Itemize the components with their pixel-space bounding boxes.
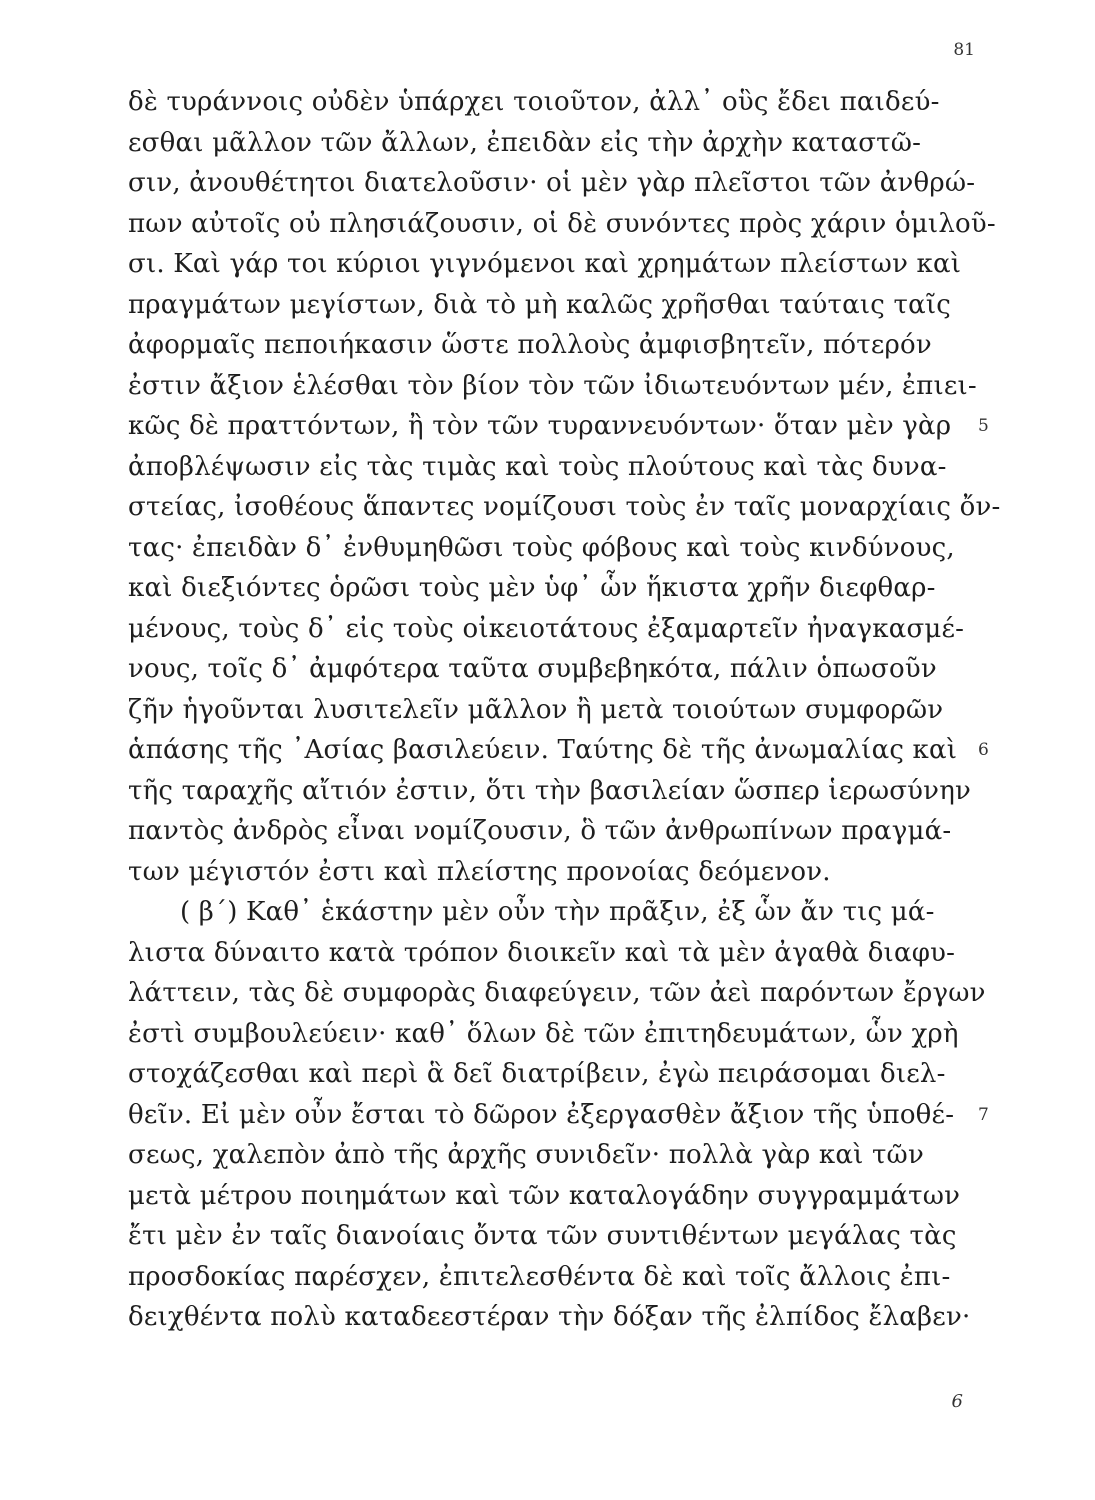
line-text: πραγμάτων μεγίστων, διὰ τὸ μὴ καλῶς χρῆσθαι ταύταις ταῖς: [128, 289, 952, 320]
text-line: [128, 568, 976, 609]
line-text: ἁπάσης τῆς ᾽Ασίας βασιλεύειν. Ταύτης δὲ τῆς ἀνωμαλίας καὶ: [128, 735, 958, 765]
text-line: [128, 690, 976, 731]
line-text: καὶ διεξιόντες ὁρῶσι τοὺς μὲν ὑφ᾽ ὧν ἥκιστα χρῆν διεφθαρ-: [128, 573, 936, 603]
text-line: [128, 163, 976, 204]
line-text: ἐστιν ἄξιον ἑλέσθαι τὸν βίον τὸν τῶν ἰδιωτευόντων μέν, ἐπιει-: [128, 370, 977, 401]
text-line: [128, 1216, 976, 1257]
text-line: [128, 1095, 990, 1136]
line-text: προσδοκίας παρέσχεν, ἐπιτελεσθέντα δὲ καὶ τοῖς ἄλλοις ἐπι-: [128, 1261, 951, 1292]
line-text: μετὰ μέτρου ποιημάτων καὶ τῶν καταλογάδην συγγραμμάτων: [128, 1180, 961, 1211]
line-text: ζῆν ἡγοῦνται λυσιτελεῖν μᾶλλον ἢ μετὰ τοιούτων συμφορῶν: [128, 694, 944, 725]
line-text: ἔτι μὲν ἐν ταῖς διανοίαις ὄντα τῶν συντιθέντων μεγάλας τὰς: [128, 1221, 957, 1251]
line-text: ἐστὶ συμβουλεύειν· καθ᾽ ὅλων δὲ τῶν ἐπιτηδευμάτων, ὧν χρὴ: [128, 1018, 959, 1049]
printer-signature: 6: [951, 1391, 963, 1412]
line-text: ἀφορμαῖς πεποιήκασιν ὥστε πολλοὺς ἀμφισβητεῖν, πότερόν: [128, 330, 932, 360]
section-number: 6: [978, 740, 990, 760]
line-text: ( β΄) Καθ᾽ ἑκάστην μὲν οὖν τὴν πρᾶξιν, ἐξ ὧν ἄν τις μά-: [180, 897, 935, 927]
text-line: [128, 487, 1001, 528]
text-line: [128, 973, 986, 1014]
text-line: [128, 609, 976, 650]
line-text: λιστα δύναιτο κατὰ τρόπον διοικεῖν καὶ τὰ μὲν ἀγαθὰ διαφυ-: [128, 937, 956, 968]
line-text: ἀποβλέψωσιν εἰς τὰς τιμὰς καὶ τοὺς πλούτους καὶ τὰς δυνα-: [128, 451, 947, 482]
section-number: 7: [978, 1104, 990, 1125]
text-line: [128, 730, 990, 771]
line-text: σι. Καὶ γάρ τοι κύριοι γιγνόμενοι καὶ χρημάτων πλείστων καὶ: [128, 249, 962, 279]
text-line: [128, 933, 976, 974]
text-line: [128, 811, 976, 852]
line-text: στοχάζεσθαι καὶ περὶ ἃ δεῖ διατρίβειν, ἐγὼ πειράσομαι διελ-: [128, 1059, 946, 1089]
line-text: παντὸς ἀνδρὸς εἶναι νομίζουσιν, ὃ τῶν ἀνθρωπίνων πραγμά-: [128, 816, 952, 846]
text-line: [128, 325, 976, 366]
text-line: [128, 1054, 976, 1095]
line-text: εσθαι μᾶλλον τῶν ἄλλων, ἐπειδὰν εἰς τὴν ἀρχὴν καταστῶ-: [128, 127, 922, 158]
line-text: νους, τοῖς δ᾽ ἀμφότερα ταῦτα συμβεβηκότα, πάλιν ὁπωσοῦν: [128, 654, 937, 684]
text-line: [128, 771, 976, 812]
line-text: σεως, χαλεπὸν ἀπὸ τῆς ἀρχῆς συνιδεῖν· πολλὰ γὰρ καὶ τῶν: [128, 1140, 924, 1170]
line-text: σιν, ἀνουθέτητοι διατελοῦσιν· οἱ μὲν γὰρ πλεῖστοι τῶν ἀνθρώ-: [128, 168, 976, 198]
line-text: θεῖν. Εἰ μὲν οὖν ἔσται τὸ δῶρον ἐξεργασθὲν ἄξιον τῆς ὑποθέ-: [128, 1099, 955, 1130]
text-line: [128, 204, 996, 245]
text-line: [128, 1014, 976, 1055]
text-line: [128, 1176, 976, 1217]
text-line: [128, 366, 976, 407]
text-line: [128, 406, 990, 447]
line-text: δὲ τυράννοις οὐδὲν ὑπάρχει τοιοῦτον, ἀλλ᾽ οὓς ἔδει παιδεύ-: [128, 87, 940, 117]
text-line: [128, 1257, 976, 1298]
text-line: [128, 244, 976, 285]
text-line: [128, 123, 976, 164]
line-text: τῆς ταραχῆς αἴτιόν ἐστιν, ὅτι τὴν βασιλείαν ὥσπερ ἱερωσύνην: [128, 775, 971, 806]
line-text: δειχθέντα πολὺ καταδεεστέραν τὴν δόξαν τῆς ἐλπίδος ἔλαβεν·: [128, 1302, 971, 1332]
text-line: [128, 892, 976, 933]
line-text: πων αὐτοῖς οὐ πλησιάζουσιν, οἱ δὲ συνόντες πρὸς χάριν ὁμιλοῦ-: [128, 208, 996, 239]
page-number: 81: [953, 40, 975, 60]
body-text: [128, 82, 1001, 1338]
section-number: 5: [978, 416, 990, 436]
line-text: των μέγιστόν ἐστι καὶ πλείστης προνοίας δεόμενον.: [128, 856, 831, 887]
text-line: [128, 852, 976, 893]
text-line: [128, 528, 976, 569]
line-text: κῶς δὲ πραττόντων, ἢ τὸν τῶν τυραννευόντων· ὅταν μὲν γὰρ: [128, 411, 952, 441]
text-line: [128, 1135, 976, 1176]
line-text: μένους, τοὺς δ᾽ εἰς τοὺς οἰκειοτάτους ἐξαμαρτεῖν ἠναγκασμέ-: [128, 613, 965, 644]
text-line: [128, 285, 976, 326]
text-line: [128, 82, 976, 123]
text-line: [128, 649, 976, 690]
text-line: [128, 447, 976, 488]
text-line: [128, 1297, 976, 1338]
line-text: λάττειν, τὰς δὲ συμφορὰς διαφεύγειν, τῶν ἀεὶ παρόντων ἔργων: [128, 978, 986, 1008]
line-text: στείας, ἰσοθέους ἅπαντες νομίζουσι τοὺς ἐν ταῖς μοναρχίαις ὄν-: [128, 492, 1001, 522]
line-text: τας· ἐπειδὰν δ᾽ ἐνθυμηθῶσι τοὺς φόβους καὶ τοὺς κινδύνους,: [128, 532, 955, 563]
